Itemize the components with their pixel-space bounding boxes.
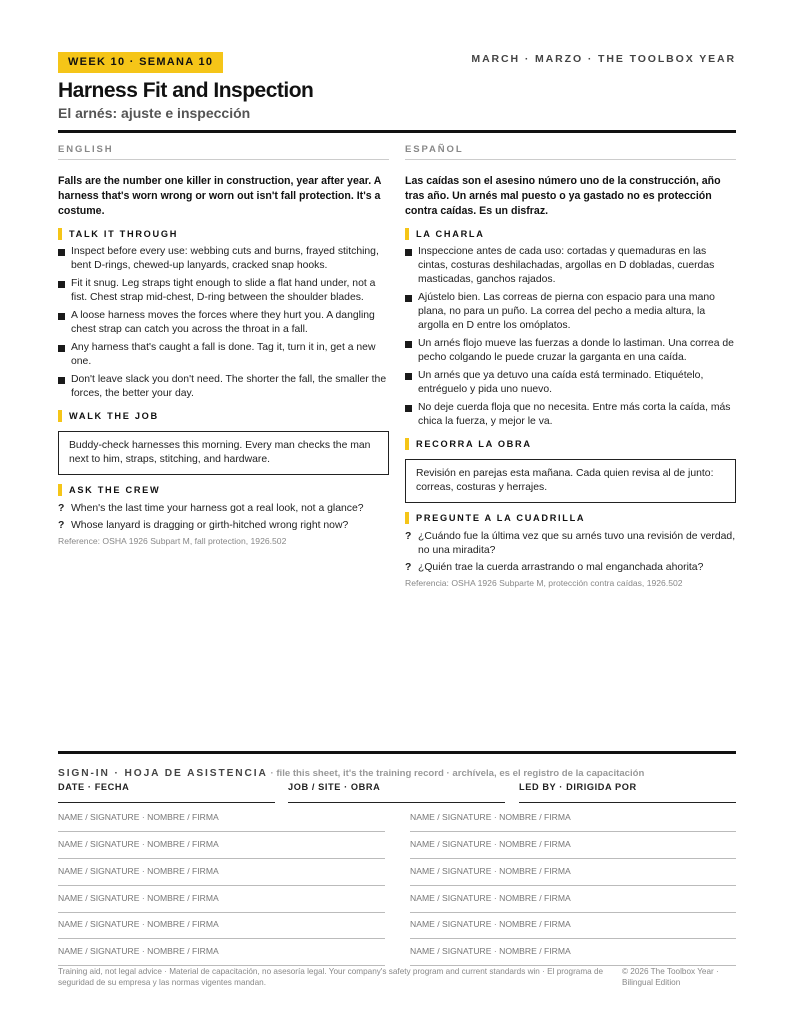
list-item-text: A loose harness moves the forces where they hurt you. A dangling chest strap can catch you across the throat in a fall. [71,310,375,335]
question-item [58,519,389,533]
bullet-square-icon [405,341,412,348]
list-item-text: Inspect before every use: webbing cuts and burns, frayed stitching, bent D-rings, chewed-up lanyards, cracked snap hooks. [71,246,379,271]
question-text: ¿Quién trae la cuerda arrastrando o mal enganchada ahorita? [418,562,704,573]
question-item [58,502,389,516]
list-item-text: No deje cuerda floja que no necesita. Entre más corta la caída, más chica la fuerza, y mejor le va. [418,402,731,427]
list-item [58,341,389,369]
bullet-square-icon [58,377,65,384]
signin-note: · file this sheet, it's the training record · archívela, es el registro de la capacitación [267,768,645,779]
list-item [405,369,736,397]
signature-line[interactable]: NAME / SIGNATURE · NOMBRE / FIRMA [410,943,736,966]
page-title: Harness Fit and Inspection [58,79,314,102]
walk-heading [405,438,736,450]
ask-heading [58,484,389,496]
bullet-square-icon [405,373,412,380]
talk-heading [58,228,389,240]
spanish-column [405,144,736,588]
footer-copyright: © 2026 The Toolbox Year · Bilingual Edition [622,967,719,987]
accent-bar [58,228,62,240]
question-text: Whose lanyard is dragging or girth-hitched wrong right now? [71,520,349,531]
walk-heading [58,410,389,422]
led-by-field[interactable]: LED BY · DIRIGIDA POR [519,782,736,803]
signature-line[interactable]: NAME / SIGNATURE · NOMBRE / FIRMA [410,916,736,939]
question-item [405,530,736,558]
series-label: MARCH · MARZO · THE TOOLBOX YEAR [471,53,736,65]
english-reference: Reference: OSHA 1926 Subpart M, fall protection, 1926.502 [58,536,287,546]
question-mark-icon: ? [405,531,412,542]
talk-list [58,245,389,401]
english-label: ENGLISH [58,144,389,160]
list-item [405,337,736,365]
bullet-square-icon [405,295,412,302]
question-mark-icon: ? [405,562,412,573]
signin-header [58,763,644,781]
accent-bar [58,484,62,496]
date-field[interactable]: DATE · FECHA [58,782,275,803]
spanish-label: ESPAÑOL [405,144,736,160]
ask-heading-text: PREGUNTE A LA CUADRILLA [416,513,586,523]
question-text: When's the last time your harness got a real look, not a glance? [71,503,364,514]
bullet-square-icon [58,345,65,352]
list-item [405,245,736,287]
accent-bar [405,228,409,240]
talk-heading [405,228,736,240]
list-item [405,401,736,429]
page-subtitle: El arnés: ajuste e inspección [58,105,251,121]
english-column [58,144,389,546]
talk-heading-text: LA CHARLA [416,229,485,239]
question-mark-icon: ? [58,520,65,531]
signature-line[interactable]: NAME / SIGNATURE · NOMBRE / FIRMA [58,809,385,832]
accent-bar [405,512,409,524]
ask-heading-text: ASK THE CREW [69,485,161,495]
bullet-square-icon [58,249,65,256]
bullet-square-icon [405,249,412,256]
signature-line[interactable]: NAME / SIGNATURE · NOMBRE / FIRMA [410,863,736,886]
ask-list [58,502,389,533]
job-site-field[interactable]: JOB / SITE · OBRA [288,782,505,803]
accent-bar [58,410,62,422]
signature-line[interactable]: NAME / SIGNATURE · NOMBRE / FIRMA [410,890,736,913]
list-item-text: Un arnés que ya detuvo una caída está terminado. Etiquételo, entréguelo y pida uno nuevo. [418,370,704,395]
list-item-text: Any harness that's caught a fall is done. Tag it, turn it in, get a new one. [71,342,376,367]
signin-title: SIGN-IN · HOJA DE ASISTENCIA [58,768,268,779]
bullet-square-icon [405,405,412,412]
accent-bar [405,438,409,450]
list-item-text: Inspeccione antes de cada uso: cortadas y quemaduras en las cintas, costuras deshilachadas, argollas en D dobladas, cuerdas masticadas, ganchos rajados. [418,246,715,285]
talk-list [405,245,736,429]
question-text: ¿Cuándo fue la última vez que su arnés tuvo una revisión de verdad, no una miradita? [418,531,736,556]
list-item-text: Ajústelo bien. Las correas de pierna con espacio para una mano plana, no para un puño. La correa del pecho a media altura, la argolla en D entre los omóplatos. [418,292,715,331]
signature-line[interactable]: NAME / SIGNATURE · NOMBRE / FIRMA [410,809,736,832]
bullet-square-icon [58,313,65,320]
ask-heading [405,512,736,524]
signature-line[interactable]: NAME / SIGNATURE · NOMBRE / FIRMA [58,916,385,939]
header-divider [58,130,736,133]
signature-line[interactable]: NAME / SIGNATURE · NOMBRE / FIRMA [58,890,385,913]
list-item-text: Don't leave slack you don't need. The shorter the fall, the smaller the forces, the better your day. [71,374,387,399]
signature-line[interactable]: NAME / SIGNATURE · NOMBRE / FIRMA [58,943,385,966]
signature-line[interactable]: NAME / SIGNATURE · NOMBRE / FIRMA [58,863,385,886]
list-item [58,373,389,401]
walk-box: Buddy-check harnesses this morning. Every man checks the man next to him, straps, stitching, and hardware. [58,431,389,475]
week-badge: WEEK 10 · SEMANA 10 [58,52,223,73]
list-item [58,309,389,337]
walk-heading-text: WALK THE JOB [69,411,159,421]
list-item-text: Un arnés flojo mueve las fuerzas a donde lo lastiman. Una correa de pecho colgando le puede cruzar la garganta en una caída. [418,338,734,363]
signature-line[interactable]: NAME / SIGNATURE · NOMBRE / FIRMA [58,836,385,859]
english-intro: Falls are the number one killer in construction, year after year. A harness that's worn wrong or worn out isn't fall protection. It's a costume. [58,175,382,217]
spanish-intro: Las caídas son el asesino número uno de la construcción, año tras año. Un arnés mal puesto o ya gastado no es protección contra caídas. Es un disfraz. [405,175,721,217]
question-mark-icon: ? [58,503,65,514]
footer-disclaimer: Training aid, not legal advice · Material de capacitación, no asesoría legal. Your company's safety program and current standards win · El programa de seguridad de su empresa y las normas vigentes mandan. [58,967,604,987]
list-item [405,291,736,333]
list-item [58,245,389,273]
bullet-square-icon [58,281,65,288]
signin-divider [58,751,736,754]
question-item [405,561,736,575]
ask-list [405,530,736,575]
walk-box: Revisión en parejas esta mañana. Cada quien revisa al de junto: correas, costuras y herrajes. [405,459,736,503]
list-item-text: Fit it snug. Leg straps tight enough to slide a flat hand under, not a fist. Chest strap mid-chest, D-ring between the shoulder blades. [71,278,376,303]
spanish-reference: Referencia: OSHA 1926 Subparte M, protección contra caídas, 1926.502 [405,578,683,588]
talk-heading-text: TALK IT THROUGH [69,229,179,239]
walk-heading-text: RECORRA LA OBRA [416,439,532,449]
list-item [58,277,389,305]
signature-line[interactable]: NAME / SIGNATURE · NOMBRE / FIRMA [410,836,736,859]
